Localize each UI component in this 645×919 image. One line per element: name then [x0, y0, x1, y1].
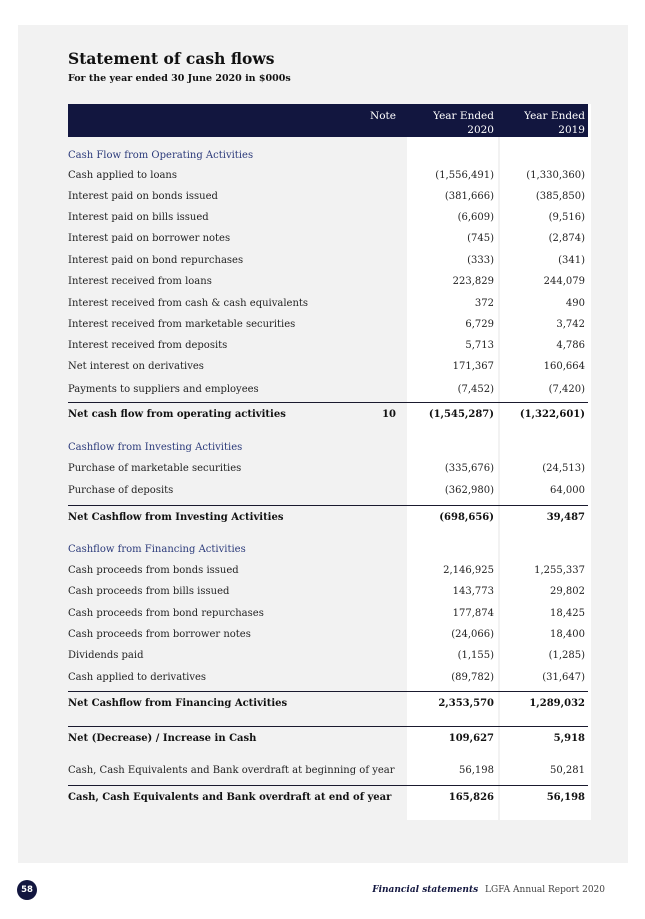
row-label: Cash applied to loans: [68, 170, 177, 181]
row-label: Interest paid on bond repurchases: [68, 255, 244, 266]
row-value-2019: 18,400: [550, 629, 585, 640]
row-value-2020: 2,353,570: [438, 698, 494, 709]
total-row: [68, 729, 588, 749]
row-value-2019: 1,255,337: [534, 565, 585, 576]
table-row: [68, 357, 588, 377]
table-row: [68, 604, 588, 624]
row-value-2019: 3,742: [556, 319, 585, 330]
row-label: Interest received from loans: [68, 276, 212, 287]
row-label: Net Cashflow from Investing Activities: [68, 512, 284, 523]
total-row: [68, 508, 588, 528]
row-label: Cash, Cash Equivalents and Bank overdraft at end of year: [68, 792, 392, 803]
row-value-2020: 6,729: [465, 319, 494, 330]
row-label: Dividends paid: [68, 650, 144, 661]
row-value-2019: (9,516): [548, 212, 585, 223]
table-row: [68, 625, 588, 645]
row-label: Purchase of deposits: [68, 485, 174, 496]
table-row: [68, 336, 588, 356]
row-value-2020: (333): [467, 255, 494, 266]
row-note: 10: [382, 409, 396, 420]
row-value-2020: 372: [474, 298, 494, 309]
row-value-2019: 490: [565, 298, 585, 309]
page-number: 58: [17, 880, 37, 900]
section-heading-row: [68, 540, 588, 560]
row-label: Interest paid on borrower notes: [68, 233, 231, 244]
header-note: Note: [370, 110, 396, 122]
table-row: [68, 481, 588, 501]
section-heading-row: [68, 146, 588, 166]
row-label: Cash applied to derivatives: [68, 672, 207, 683]
table-row: [68, 668, 588, 688]
header-2019-line1: Year Ended: [524, 110, 585, 122]
row-value-2019: (1,322,601): [519, 409, 585, 420]
total-divider: [68, 505, 588, 506]
row-value-2019: 64,000: [550, 485, 585, 496]
row-label: Interest paid on bills issued: [68, 212, 209, 223]
row-value-2019: 50,281: [550, 765, 585, 776]
row-value-2019: 5,918: [553, 733, 585, 744]
row-value-2019: 56,198: [546, 792, 585, 803]
row-label: Cash Flow from Operating Activities: [68, 150, 254, 161]
row-label: Interest received from cash & cash equivalents: [68, 298, 309, 309]
row-label: Cashflow from Financing Activities: [68, 544, 246, 555]
row-value-2019: (385,850): [535, 191, 585, 202]
header-2020: [433, 109, 494, 137]
row-value-2020: (24,066): [451, 629, 494, 640]
row-label: Net Cashflow from Financing Activities: [68, 698, 288, 709]
row-value-2020: (335,676): [444, 463, 494, 474]
row-value-2019: 18,425: [550, 608, 585, 619]
row-value-2019: 4,786: [556, 340, 585, 351]
row-value-2020: 5,713: [465, 340, 494, 351]
total-divider: [68, 402, 588, 403]
row-label: Cash proceeds from bonds issued: [68, 565, 239, 576]
row-value-2020: (1,155): [457, 650, 494, 661]
table-row: [68, 208, 588, 228]
table-row: [68, 187, 588, 207]
row-value-2020: 109,627: [448, 733, 494, 744]
row-value-2020: (89,782): [451, 672, 494, 683]
row-label: Payments to suppliers and employees: [68, 384, 259, 395]
row-label: Cashflow from Investing Activities: [68, 442, 243, 453]
row-label: Cash, Cash Equivalents and Bank overdraft at beginning of year: [68, 765, 395, 776]
row-label: Cash proceeds from borrower notes: [68, 629, 251, 640]
row-value-2020: (362,980): [444, 485, 494, 496]
row-value-2020: (7,452): [457, 384, 494, 395]
row-value-2020: 56,198: [459, 765, 494, 776]
row-value-2019: 160,664: [543, 361, 585, 372]
section-heading-row: [68, 438, 588, 458]
row-label: Interest paid on bonds issued: [68, 191, 218, 202]
table-row: [68, 646, 588, 666]
row-value-2019: 39,487: [546, 512, 585, 523]
total-row: [68, 405, 588, 425]
row-label: Cash proceeds from bills issued: [68, 586, 230, 597]
header-2019: [524, 109, 585, 137]
row-value-2020: 171,367: [452, 361, 494, 372]
row-value-2020: 223,829: [452, 276, 494, 287]
row-value-2019: 244,079: [543, 276, 585, 287]
row-value-2020: 165,826: [448, 792, 494, 803]
row-label: Net interest on derivatives: [68, 361, 204, 372]
table-row: [68, 229, 588, 249]
footer-section: Financial statements: [372, 885, 479, 895]
row-value-2019: (31,647): [542, 672, 585, 683]
row-label: Net (Decrease) / Increase in Cash: [68, 733, 257, 744]
table-row: [68, 761, 588, 781]
total-row: [68, 788, 588, 808]
table-row: [68, 166, 588, 186]
header-2019-line2: 2019: [558, 124, 585, 136]
total-divider: [68, 785, 588, 786]
row-label: Interest received from deposits: [68, 340, 228, 351]
table-row: [68, 380, 588, 400]
row-value-2020: (381,666): [444, 191, 494, 202]
row-label: Interest received from marketable securities: [68, 319, 296, 330]
table-row: [68, 272, 588, 292]
row-value-2020: 2,146,925: [443, 565, 494, 576]
row-value-2019: 1,289,032: [529, 698, 585, 709]
table-row: [68, 251, 588, 271]
row-label: Cash proceeds from bond repurchases: [68, 608, 264, 619]
table-row: [68, 459, 588, 479]
total-divider: [68, 691, 588, 692]
row-value-2019: (2,874): [548, 233, 585, 244]
total-row: [68, 694, 588, 714]
row-value-2019: (341): [558, 255, 585, 266]
row-value-2020: 143,773: [452, 586, 494, 597]
page-title: Statement of cash flows: [68, 49, 275, 68]
row-value-2019: (7,420): [548, 384, 585, 395]
row-value-2019: (24,513): [542, 463, 585, 474]
footer-report: LGFA Annual Report 2020: [485, 885, 605, 895]
header-2020-line1: Year Ended: [433, 110, 494, 122]
table-row: [68, 582, 588, 602]
row-label: Net cash flow from operating activities: [68, 409, 286, 420]
row-value-2020: (1,556,491): [435, 170, 494, 181]
row-value-2019: (1,330,360): [526, 170, 585, 181]
table-row: [68, 315, 588, 335]
table-row: [68, 294, 588, 314]
row-value-2020: 177,874: [452, 608, 494, 619]
row-value-2020: (1,545,287): [428, 409, 494, 420]
footer: [372, 885, 605, 895]
table-header: [68, 104, 588, 137]
row-value-2020: (745): [467, 233, 494, 244]
header-2020-line2: 2020: [467, 124, 494, 136]
row-value-2020: (698,656): [439, 512, 494, 523]
total-divider: [68, 726, 588, 727]
page-subtitle: For the year ended 30 June 2020 in $000s: [68, 73, 291, 84]
row-value-2019: 29,802: [550, 586, 585, 597]
row-label: Purchase of marketable securities: [68, 463, 242, 474]
row-value-2019: (1,285): [548, 650, 585, 661]
row-value-2020: (6,609): [457, 212, 494, 223]
table-row: [68, 561, 588, 581]
